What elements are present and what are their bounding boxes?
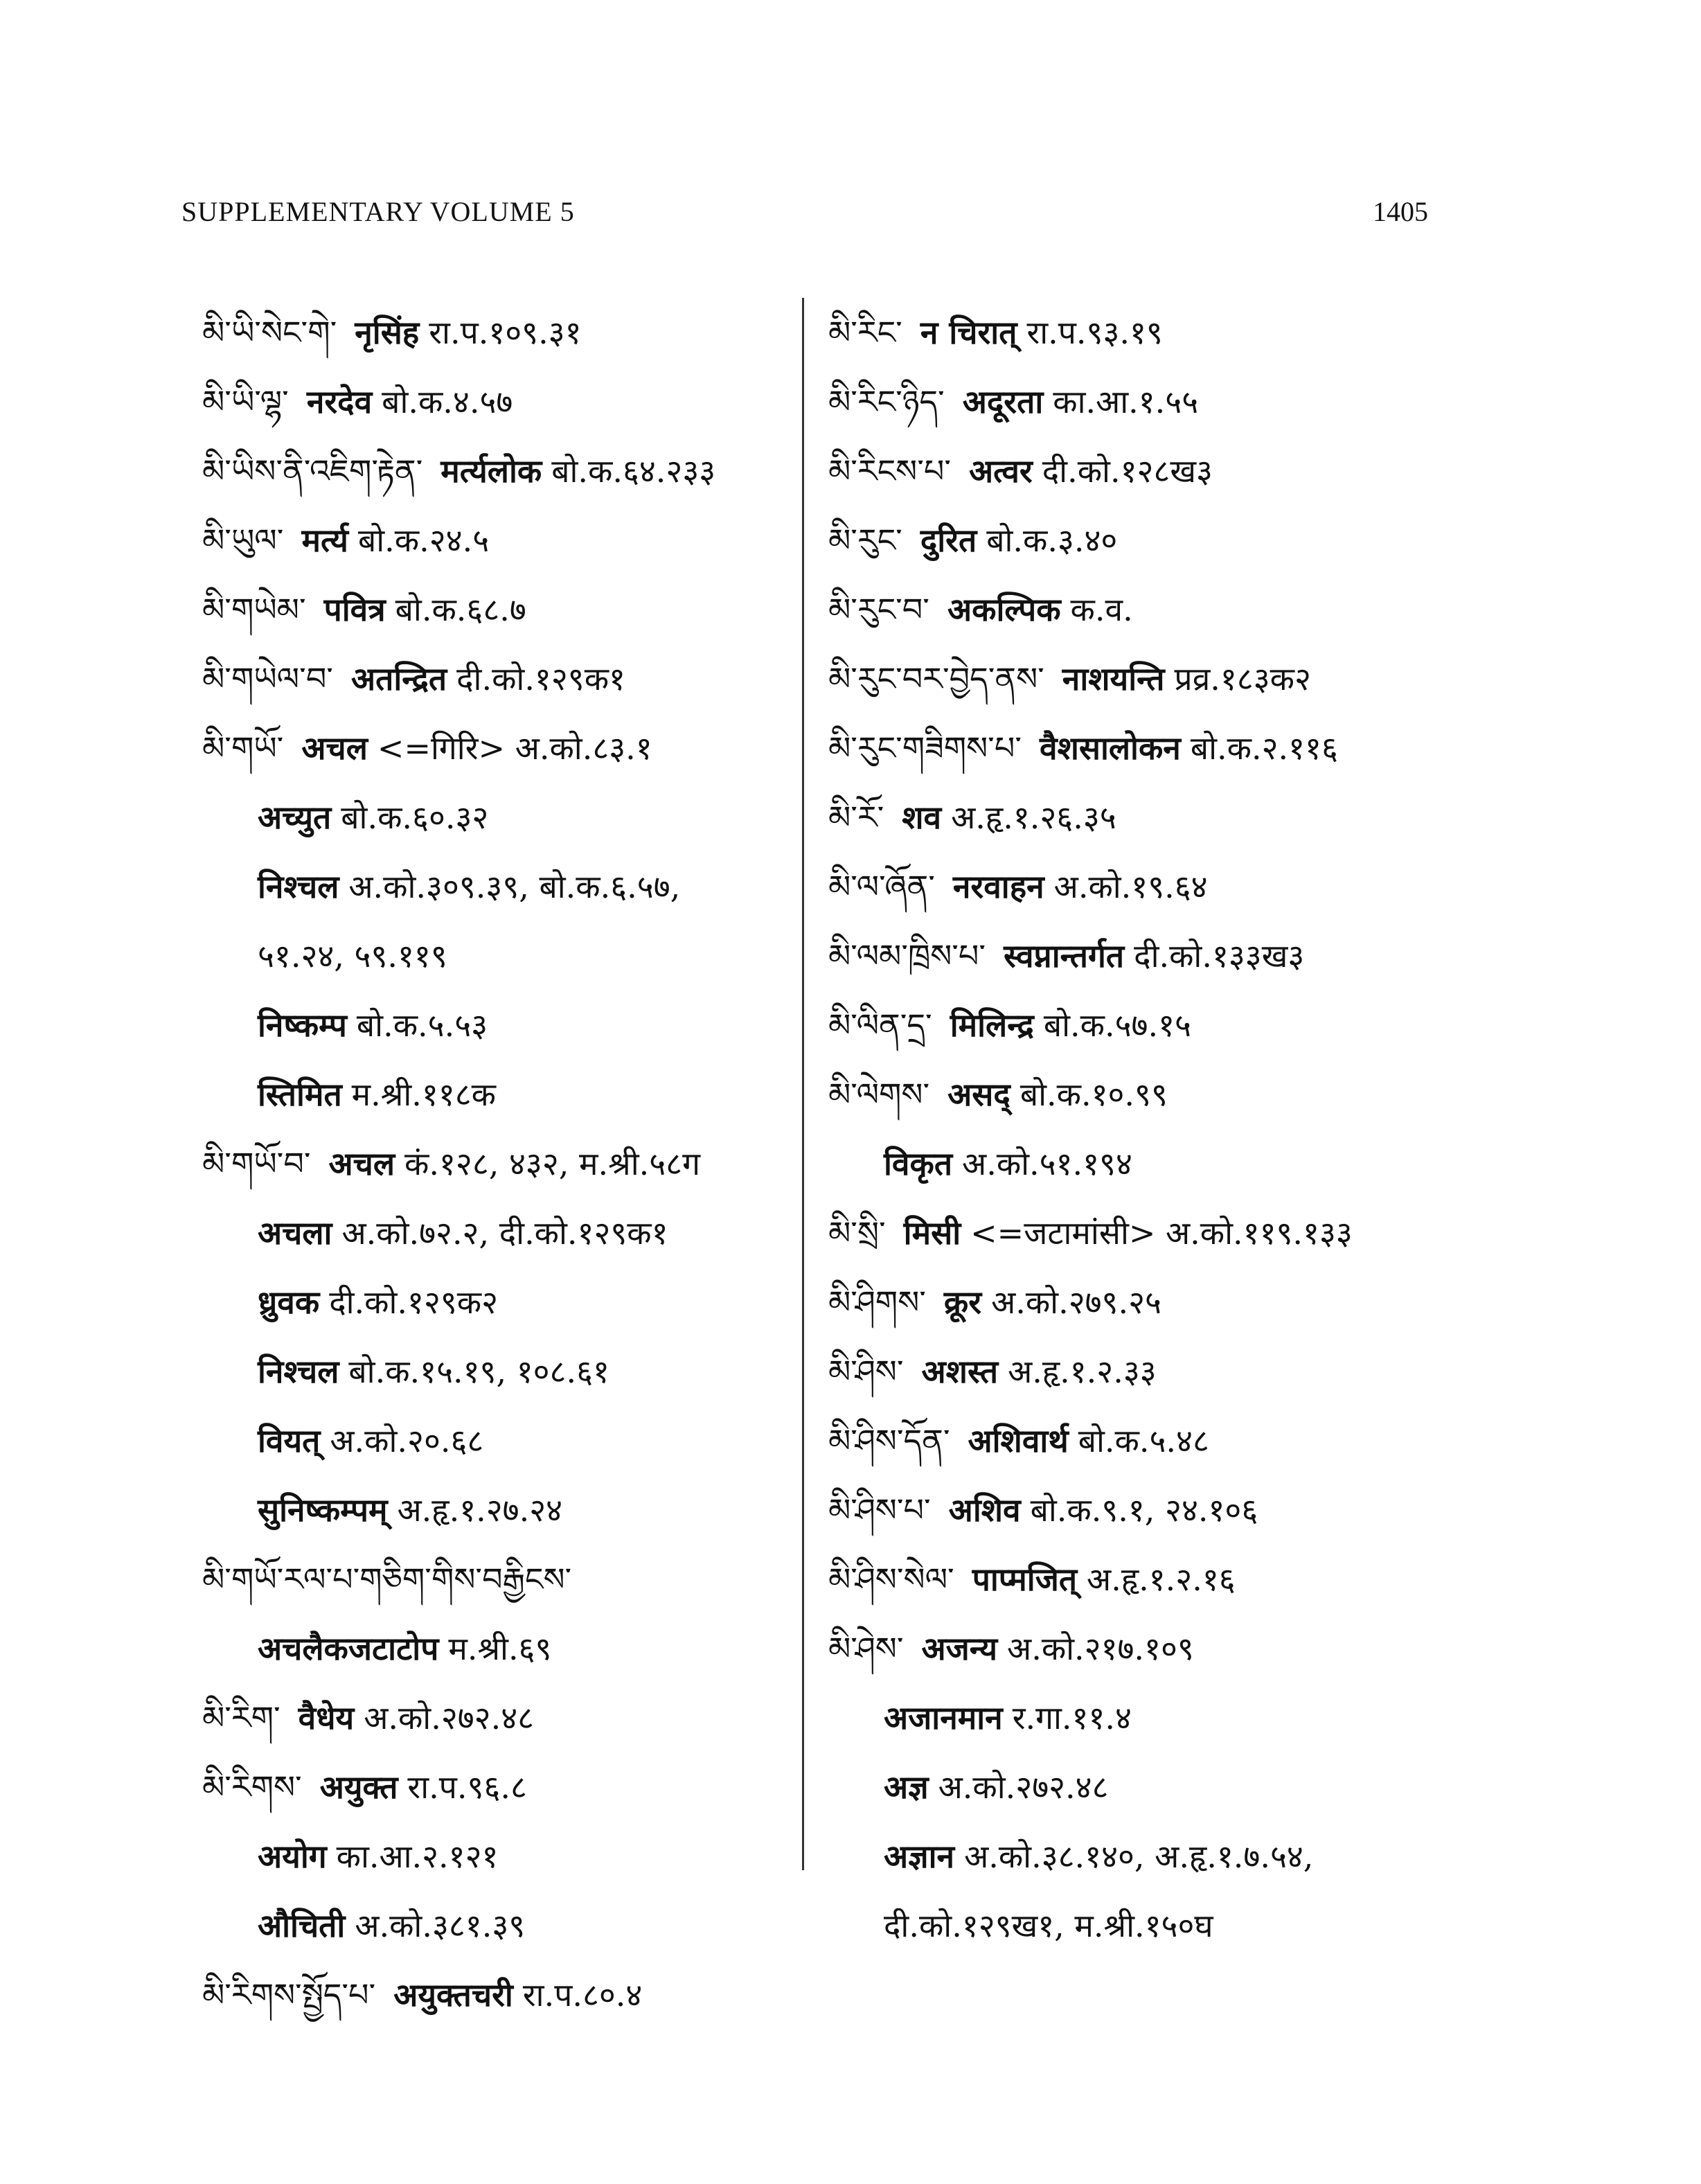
sanskrit-equivalent: स्तिमित bbox=[258, 1076, 342, 1113]
sanskrit-equivalent: अशिवार्थ bbox=[968, 1422, 1069, 1459]
tibetan-headword: མི་ཡི་སེང་གེ་ bbox=[202, 314, 337, 351]
left-entry bbox=[202, 298, 784, 367]
tibetan-headword: མི་གཡོ་བ་ bbox=[202, 1145, 311, 1182]
right-entry bbox=[828, 1060, 1452, 1129]
sanskrit-equivalent: अशस्त bbox=[921, 1353, 999, 1390]
right-entry bbox=[828, 991, 1452, 1060]
right-entry bbox=[828, 1337, 1452, 1406]
source-reference: दी.को.१२८ख३ bbox=[1042, 452, 1213, 490]
tibetan-headword: མི་ལིན་དྲ་ bbox=[828, 1006, 932, 1044]
sanskrit-equivalent: विकृत bbox=[884, 1145, 953, 1182]
sanskrit-equivalent: अयुक्तचरी bbox=[393, 1976, 513, 2014]
source-reference: र.गा.११.४ bbox=[1012, 1699, 1132, 1737]
source-reference: रा.प.९३.१९ bbox=[1026, 314, 1163, 351]
sanskrit-equivalent: दुरित bbox=[920, 522, 977, 559]
source-reference: दी.को.१२९क१ bbox=[456, 660, 625, 698]
sanskrit-equivalent: अतन्द्रित bbox=[350, 660, 447, 698]
left-entry bbox=[202, 1960, 784, 2030]
sanskrit-equivalent: वैधेय bbox=[298, 1699, 355, 1737]
right-continuation bbox=[828, 1891, 1452, 1960]
running-head: SUPPLEMENTARY VOLUME 5 bbox=[181, 196, 575, 227]
sanskrit-equivalent: शव bbox=[902, 799, 942, 836]
left-sub-entry bbox=[202, 1406, 784, 1475]
source-reference: अ.को.५१.१९४ bbox=[962, 1145, 1132, 1182]
source-reference: बो.क.६०.३२ bbox=[341, 799, 489, 836]
tibetan-headword: མི་ལམ་ཁྲིས་པ་ bbox=[828, 937, 986, 975]
source-reference: दी.को.१३३ख३ bbox=[1134, 937, 1305, 975]
tibetan-headword: མི་ཡི་ལྷ་ bbox=[202, 383, 289, 420]
sanskrit-equivalent: न चिरात् bbox=[920, 314, 1017, 351]
sanskrit-equivalent: अचल bbox=[301, 729, 368, 767]
tibetan-headword: མི་གཡོ་རལ་པ་གཅིག་གིས་བརྒྱིངས་ bbox=[202, 1561, 572, 1598]
right-entry bbox=[828, 783, 1452, 852]
left-sub-entry bbox=[202, 1337, 784, 1406]
left-sub-entry bbox=[202, 1614, 784, 1683]
tibetan-headword: མི་རིངས་པ་ bbox=[828, 452, 952, 490]
left-entry bbox=[202, 367, 784, 436]
column-divider bbox=[802, 298, 804, 1870]
left-sub-entry bbox=[202, 1822, 784, 1891]
sanskrit-equivalent: अशिव bbox=[948, 1491, 1021, 1529]
sanskrit-equivalent: ध्रुवक bbox=[258, 1284, 320, 1321]
sanskrit-equivalent: नृसिंह bbox=[355, 314, 420, 351]
source-reference: ५१.२४, ५९.११९ bbox=[258, 937, 447, 975]
sanskrit-equivalent: पवित्र bbox=[323, 591, 386, 628]
left-entry bbox=[202, 506, 784, 575]
sanskrit-equivalent: अजन्य bbox=[921, 1630, 998, 1667]
source-reference: बो.क.२.११६ bbox=[1190, 729, 1338, 767]
tibetan-headword: མི་རིགས་སྤྱོད་པ་ bbox=[202, 1976, 376, 2014]
right-entry bbox=[828, 1475, 1452, 1545]
page-number: 1405 bbox=[1373, 196, 1428, 227]
source-reference: म.श्री.११८क bbox=[351, 1076, 496, 1113]
source-reference: कं.१२८, ४३२, म.श्री.५८ग bbox=[404, 1145, 700, 1182]
left-continuation bbox=[202, 921, 784, 991]
sanskrit-equivalent: सुनिष्कम्पम् bbox=[258, 1491, 388, 1529]
source-reference: <=जटामांसी> अ.को.११९.१३३ bbox=[970, 1214, 1353, 1252]
sanskrit-equivalent: नरवाहन bbox=[952, 868, 1044, 905]
sanskrit-equivalent: अज्ञ bbox=[884, 1768, 929, 1806]
right-entry bbox=[828, 1406, 1452, 1475]
tibetan-headword: མི་རིགས་ bbox=[202, 1768, 302, 1806]
left-sub-entry bbox=[202, 783, 784, 852]
sanskrit-equivalent: वैशसालोकन bbox=[1040, 729, 1181, 767]
sanskrit-equivalent: अचला bbox=[258, 1214, 332, 1252]
page-header bbox=[181, 195, 1428, 237]
tibetan-headword: མི་རིག་ bbox=[202, 1699, 280, 1737]
left-entry bbox=[202, 575, 784, 644]
left-entry bbox=[202, 1752, 784, 1822]
sanskrit-equivalent: अकल्पिक bbox=[947, 591, 1061, 628]
right-entry bbox=[828, 367, 1452, 436]
sanskrit-equivalent: अजानमान bbox=[884, 1699, 1003, 1737]
source-reference: बो.क.५७.१५ bbox=[1043, 1006, 1191, 1044]
source-reference: बो.क.९.१, २४.१०६ bbox=[1030, 1491, 1258, 1529]
source-reference: अ.को.३८.१४०, अ.हृ.१.७.५४, bbox=[964, 1838, 1314, 1875]
tibetan-headword: མི་ཡིས་ནི་འཇིག་རྟེན་ bbox=[202, 452, 423, 490]
source-reference: अ.को.२१७.१०९ bbox=[1007, 1630, 1194, 1667]
tibetan-headword: མི་ལེགས་ bbox=[828, 1076, 930, 1113]
tibetan-headword: མི་ཤིས་པ་ bbox=[828, 1491, 931, 1529]
left-sub-entry bbox=[202, 991, 784, 1060]
left-sub-entry bbox=[202, 1060, 784, 1129]
right-entry bbox=[828, 436, 1452, 506]
source-reference: क.व. bbox=[1070, 591, 1133, 628]
tibetan-headword: མི་གཡོ་ bbox=[202, 729, 284, 767]
tibetan-headword: མི་ཤིགས་ bbox=[828, 1284, 926, 1321]
sanskrit-equivalent: अत्वर bbox=[969, 452, 1033, 490]
right-entry bbox=[828, 1198, 1452, 1268]
sanskrit-equivalent: निश्चल bbox=[258, 868, 339, 905]
source-reference: अ.को.१९.६४ bbox=[1053, 868, 1208, 905]
right-entry bbox=[828, 644, 1452, 713]
tibetan-headword: མི་ཤིས་སེལ་ bbox=[828, 1561, 954, 1598]
left-entry bbox=[202, 1683, 784, 1752]
tibetan-headword: མི་རོ་ bbox=[828, 799, 884, 836]
tibetan-headword: མི་རུང་བ་ bbox=[828, 591, 929, 628]
source-reference: अ.को.७२.२, दी.को.१२९क१ bbox=[341, 1214, 668, 1252]
sanskrit-equivalent: मिलिन्द्र bbox=[950, 1006, 1034, 1044]
source-reference: <=गिरि> अ.को.८३.१ bbox=[377, 729, 652, 767]
source-reference: बो.क.१०.९९ bbox=[1019, 1076, 1168, 1113]
sanskrit-equivalent: अच्युत bbox=[258, 799, 332, 836]
tibetan-headword: མི་གཡེམ་ bbox=[202, 591, 306, 628]
tibetan-headword: མི་ཤིས་ bbox=[828, 1353, 904, 1390]
source-reference: अ.हृ.१.२.१६ bbox=[1087, 1561, 1236, 1598]
sanskrit-equivalent: स्वप्नान्तर्गत bbox=[1004, 937, 1125, 975]
sanskrit-equivalent: मर्त्यलोक bbox=[440, 452, 542, 490]
source-reference: प्रव्र.१८३क२ bbox=[1174, 660, 1311, 698]
left-sub-entry bbox=[202, 852, 784, 921]
source-reference: अ.हृ.१.२.३३ bbox=[1008, 1353, 1157, 1390]
sanskrit-equivalent: अचल bbox=[328, 1145, 395, 1182]
tibetan-headword: མི་ཤེས་ bbox=[828, 1630, 904, 1667]
sanskrit-equivalent: वियत् bbox=[258, 1422, 321, 1459]
source-reference: का.आ.२.१२१ bbox=[336, 1838, 499, 1875]
sanskrit-equivalent: मर्त्य bbox=[301, 522, 348, 559]
left-sub-entry bbox=[202, 1475, 784, 1545]
source-reference: अ.हृ.१.२६.३५ bbox=[951, 799, 1116, 836]
source-reference: दी.को.१२९क२ bbox=[329, 1284, 499, 1321]
right-sub-entry bbox=[828, 1683, 1452, 1752]
sanskrit-equivalent: नरदेव bbox=[306, 383, 373, 420]
source-reference: अ.को.३०९.३९, बो.क.६.५७, bbox=[348, 868, 681, 905]
right-sub-entry bbox=[828, 1129, 1452, 1198]
sanskrit-equivalent: औचिती bbox=[258, 1907, 346, 1944]
right-column bbox=[828, 298, 1452, 1960]
source-reference: रा.प.९६.८ bbox=[407, 1768, 527, 1806]
sanskrit-equivalent: निश्चल bbox=[258, 1353, 339, 1390]
source-reference: बो.क.६८.७ bbox=[395, 591, 526, 628]
source-reference: अ.को.२७२.४८ bbox=[938, 1768, 1109, 1806]
sanskrit-equivalent: क्रूर bbox=[943, 1284, 982, 1321]
sanskrit-equivalent: अयोग bbox=[258, 1838, 327, 1875]
right-sub-entry bbox=[828, 1752, 1452, 1822]
left-entry bbox=[202, 1545, 784, 1614]
source-reference: रा.प.८०.४ bbox=[522, 1976, 643, 2014]
right-entry bbox=[828, 506, 1452, 575]
source-reference: अ.को.२७९.२५ bbox=[991, 1284, 1161, 1321]
left-sub-entry bbox=[202, 1891, 784, 1960]
sanskrit-equivalent: मिसी bbox=[903, 1214, 961, 1252]
source-reference: अ.को.३८१.३९ bbox=[355, 1907, 526, 1944]
sanskrit-equivalent: अचलैकजटाटोप bbox=[258, 1630, 439, 1667]
right-entry bbox=[828, 852, 1452, 921]
tibetan-headword: མི་གཡེལ་བ་ bbox=[202, 660, 333, 698]
right-entry bbox=[828, 1614, 1452, 1683]
right-entry bbox=[828, 1268, 1452, 1337]
source-reference: बो.क.६४.२३३ bbox=[551, 452, 716, 490]
source-reference: बो.क.५.४८ bbox=[1078, 1422, 1209, 1459]
sanskrit-equivalent: पाप्मजित् bbox=[972, 1561, 1078, 1598]
right-entry bbox=[828, 298, 1452, 367]
source-reference: बो.क.२४.५ bbox=[357, 522, 490, 559]
sanskrit-equivalent: अज्ञान bbox=[884, 1838, 955, 1875]
source-reference: बो.क.४.५७ bbox=[382, 383, 513, 420]
left-entry bbox=[202, 436, 784, 506]
sanskrit-equivalent: अयुक्त bbox=[319, 1768, 398, 1806]
right-entry bbox=[828, 1545, 1452, 1614]
left-entry bbox=[202, 1129, 784, 1198]
right-entry bbox=[828, 713, 1452, 783]
source-reference: रा.प.१०९.३१ bbox=[429, 314, 582, 351]
tibetan-headword: མི་རུང་གཟིགས་པ་ bbox=[828, 729, 1022, 767]
sanskrit-equivalent: असद् bbox=[947, 1076, 1010, 1113]
tibetan-headword: མི་སྲི་ bbox=[828, 1214, 886, 1252]
source-reference: अ.हृ.१.२७.२४ bbox=[397, 1491, 563, 1529]
source-reference: अ.को.२०.६८ bbox=[330, 1422, 484, 1459]
left-entry bbox=[202, 713, 784, 783]
tibetan-headword: མི་རིང་ཉིད་ bbox=[828, 383, 945, 420]
left-entry bbox=[202, 644, 784, 713]
right-entry bbox=[828, 921, 1452, 991]
left-column bbox=[202, 298, 784, 2030]
sanskrit-equivalent: अदूरता bbox=[962, 383, 1044, 420]
tibetan-headword: མི་ལ་ཞོན་ bbox=[828, 868, 935, 905]
tibetan-headword: མི་རུང་བར་བྱེད་ནས་ bbox=[828, 660, 1044, 698]
tibetan-headword: མི་རུང་ bbox=[828, 522, 902, 559]
tibetan-headword: མི་ཤིས་དོན་ bbox=[828, 1422, 950, 1459]
left-sub-entry bbox=[202, 1268, 784, 1337]
source-reference: बो.क.१५.१९, १०८.६१ bbox=[348, 1353, 609, 1390]
source-reference: दी.को.१२९ख१, म.श्री.१५०घ bbox=[884, 1907, 1213, 1944]
left-sub-entry bbox=[202, 1198, 784, 1268]
source-reference: बो.क.५.५३ bbox=[356, 1006, 488, 1044]
source-reference: का.आ.१.५५ bbox=[1053, 383, 1199, 420]
source-reference: म.श्री.६९ bbox=[448, 1630, 552, 1667]
source-reference: अ.को.२७२.४८ bbox=[364, 1699, 535, 1737]
sanskrit-equivalent: नाशयन्ति bbox=[1062, 660, 1165, 698]
tibetan-headword: མི་ཡུལ་ bbox=[202, 522, 284, 559]
source-reference: बो.क.३.४० bbox=[986, 522, 1118, 559]
sanskrit-equivalent: निष्कम्प bbox=[258, 1006, 347, 1044]
tibetan-headword: མི་རིང་ bbox=[828, 314, 902, 351]
right-sub-entry bbox=[828, 1822, 1452, 1891]
right-entry bbox=[828, 575, 1452, 644]
